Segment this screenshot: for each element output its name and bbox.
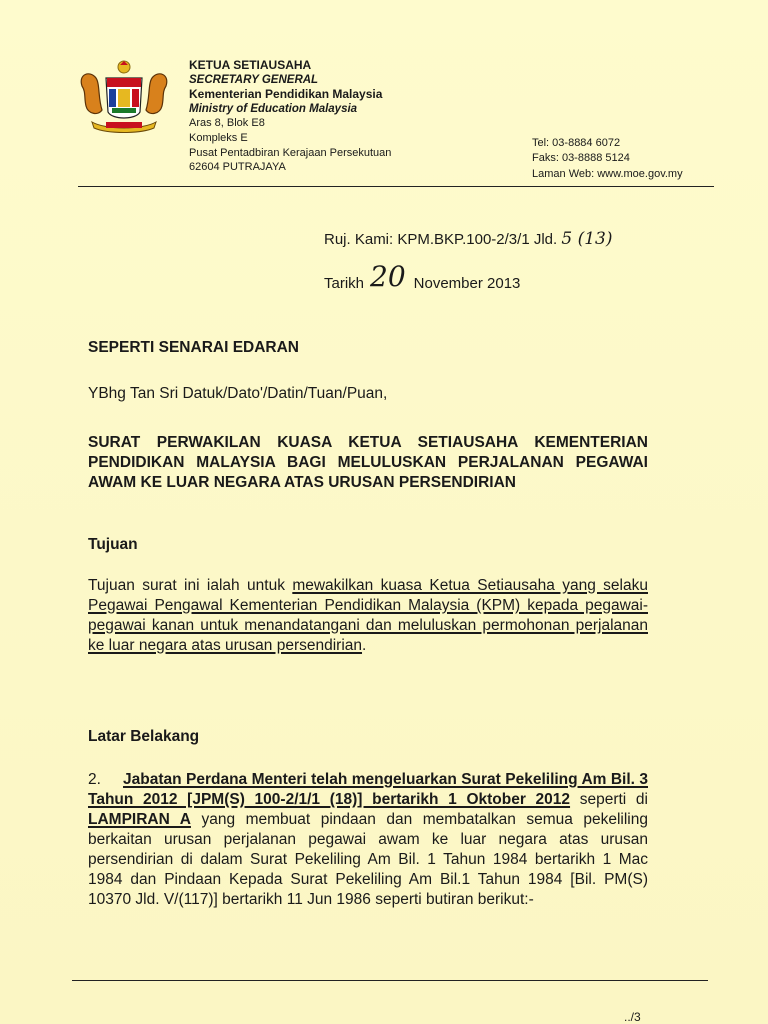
letterhead-ministry-en: Ministry of Education Malaysia xyxy=(189,102,358,115)
date-day-handwritten: 20 xyxy=(370,260,406,293)
tujuan-underlined: mewakilkan kuasa Ketua Setiausaha yang selaku Pegawai Pengawal Kementerian Pendidikan Malaysia (KPM) kepada pegawai-pegawai kanan untuk menandatangani dan meluluskan permohonan perjalanan ke luar negara atas urusan persendirian xyxy=(88,577,648,654)
salutation: YBhg Tan Sri Datuk/Dato'/Datin/Tuan/Puan, xyxy=(88,385,388,402)
reference-handwritten: 5 (13) xyxy=(561,229,613,249)
tujuan-lead: Tujuan surat ini ialah untuk xyxy=(88,577,293,594)
letterhead xyxy=(189,58,391,175)
latar-text-2: yang membuat pindaan dan membatalkan semua pekeliling berkaitan urusan perjalanan pegawai awam ke luar negara atas urusan persendirian di dalam Surat Pekeliling Am Bil. 1 Tahun 1984 bertarikh 1 Mac 1984 dan Pindaan Kepada Surat Pekeliling Am Bil.1 Tahun 1984 [Bil. PM(S) 10370 Jld. V/(117)] bertarikh 11 Jun 1986 seperti butiran berikut:- xyxy=(88,811,648,908)
telephone: Tel: 03-8884 6072 xyxy=(532,137,621,149)
reference-line xyxy=(324,229,612,249)
subject-heading: SURAT PERWAKILAN KUASA KETUA SETIAUSAHA KEMENTERIAN PENDIDIKAN MALAYSIA BAGI MELULUSKAN PERJALANAN PEGAWAI AWAM KE LUAR NEGARA ATAS URUSAN PERSENDIRIAN xyxy=(88,434,648,491)
recipient-heading: SEPERTI SENARAI EDARAN xyxy=(88,339,299,356)
address-line: Pusat Pentadbiran Kerajaan Persekutuan xyxy=(189,146,392,159)
date-label: Tarikh xyxy=(324,275,365,292)
address-line: Kompleks E xyxy=(189,131,248,144)
date-line xyxy=(324,262,520,295)
letterhead-title-ms: KETUA SETIAUSAHA xyxy=(189,58,312,72)
address-line: 62604 PUTRAJAYA xyxy=(189,161,286,174)
section-heading-tujuan: Tujuan xyxy=(88,536,138,553)
page-marker: ../3 xyxy=(624,1010,641,1024)
footer-divider xyxy=(72,980,708,981)
address-line: Aras 8, Blok E8 xyxy=(189,117,265,130)
contact-block xyxy=(532,136,683,182)
website-link[interactable]: Laman Web: www.moe.gov.my xyxy=(532,167,683,180)
fax: Faks: 03-8888 5124 xyxy=(532,152,630,165)
latar-text-1: seperti di xyxy=(570,791,648,808)
section-heading-latar: Latar Belakang xyxy=(88,728,200,745)
letterhead-title-en: SECRETARY GENERAL xyxy=(189,73,319,86)
tujuan-tail: . xyxy=(362,637,367,654)
lampiran-a-reference: LAMPIRAN A xyxy=(88,811,191,828)
header-divider xyxy=(78,186,714,187)
paragraph-latar xyxy=(88,770,648,910)
malaysia-coat-of-arms-icon xyxy=(76,58,172,136)
date-month-year: November 2013 xyxy=(413,275,521,292)
paragraph-number: 2. xyxy=(88,771,101,788)
reference-label: Ruj. Kami: KPM.BKP.100-2/3/1 Jld. xyxy=(324,231,558,248)
letterhead-ministry-ms: Kementerian Pendidikan Malaysia xyxy=(189,87,383,102)
latar-underlined-1: Jabatan Perdana Menteri telah mengeluarkan Surat Pekeliling Am Bil. 3 Tahun 2012 [JPM(S) 100-2/1/1 (18)] bertarikh 1 Oktober 2012 xyxy=(88,771,648,808)
paragraph-tujuan xyxy=(88,576,648,656)
